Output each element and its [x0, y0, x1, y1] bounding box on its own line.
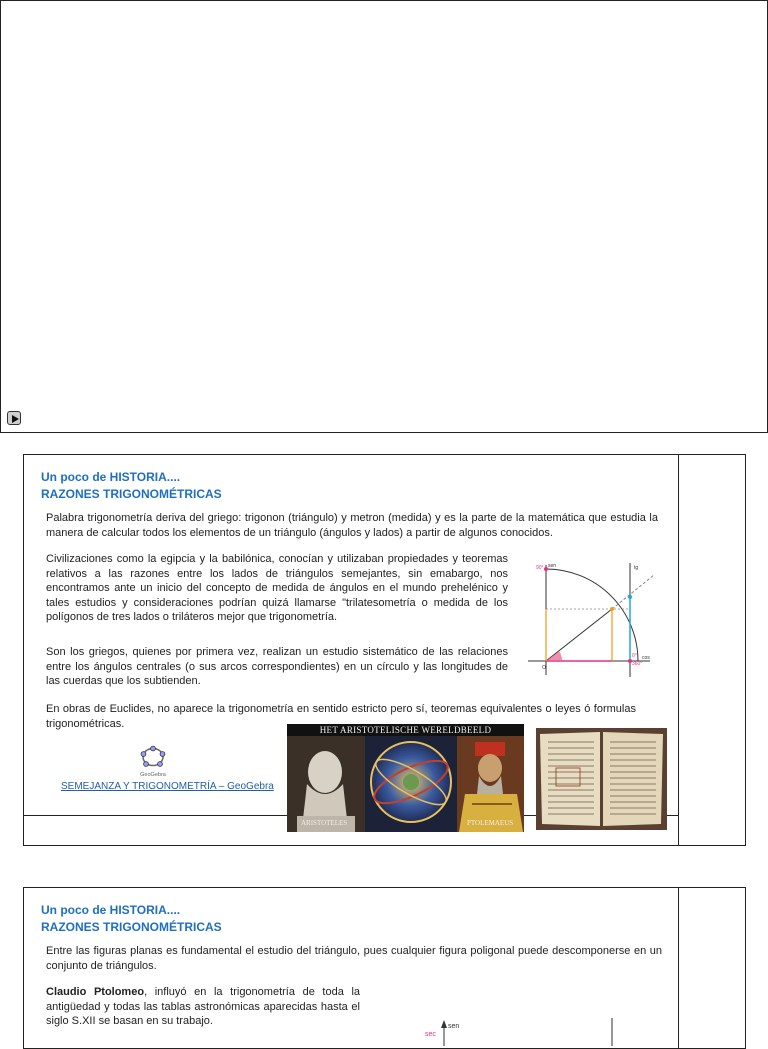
slide-1 — [23, 454, 746, 846]
label-90: 90° — [536, 565, 544, 571]
play-icon — [10, 414, 20, 424]
slide-2 — [23, 887, 746, 1049]
slide-subheading: RAZONES TRIGONOMÉTRICAS — [41, 920, 222, 934]
image-banner: HET ARISTOTELISCHE WERELDBEELD — [287, 724, 524, 736]
paragraph: Civilizaciones como la egipcia y la babilónica, conocían y utilizaban propiedades y teoremas relativos a las razones entre los lados de triángulos semejantes, sin emabargo, nos encontramos ante un inicio del concepto de medida de ángulos en el mundo prehelénico y tales estudios y consideraciones podrían quizá llamarse "trilatesometría o medida de los polígonos de tres lados o triláteros mejor que trigonometría. — [46, 553, 508, 623]
label-360: 360° — [632, 661, 643, 667]
slide-divider — [678, 455, 679, 845]
paragraph-ptolomeo — [46, 985, 360, 1029]
paragraph-text: , influyó en la trigonometría de toda la antigüedad y todas las tablas astronómicas aparecidas hasta el siglo S.XII se basan en su trabajo. — [46, 986, 361, 1027]
paragraph: Son los griegos, quienes por primera vez, realizan un estudio sistemático de las relaciones entre los ángulos centrales (o sus arcos correspondientes) en un círculo y las longitudes de las cuerdas que los subtienden. — [46, 646, 508, 687]
paragraph: Entre las figuras planas es fundamental el estudio del triángulo, pues cualquier figura poligonal puede descomponerse en un conjunto de triángulos. — [46, 945, 662, 972]
ptolomeo-name: Claudio Ptolomeo — [46, 986, 145, 998]
slide-subheading: RAZONES TRIGONOMÉTRICAS — [41, 487, 222, 501]
geogebra-logo — [138, 744, 168, 778]
manuscript-image — [536, 728, 667, 830]
label-sec: sec — [425, 1031, 436, 1038]
caption-ptolemaeus: PTOLEMAEUS — [467, 819, 514, 827]
slide-divider — [678, 888, 679, 1048]
label-origin: O — [542, 665, 546, 671]
geogebra-logo-text: GeoGebra — [140, 772, 166, 778]
label-cos: cos — [642, 655, 650, 661]
play-button[interactable] — [7, 411, 21, 425]
paragraph: Palabra trigonometría deriva del griego: trigonon (triángulo) y metron (medida) y es la parte de la matemática que estudia la manera de calcular todos los elementos de un triángulo (ángulos y lados) a partir de algunos conocidos. — [46, 512, 658, 539]
paragraph: En obras de Euclides, no aparece la trigonometría en sentido estricto pero sí, teoremas equivalentes o leyes ó formulas trigonométricas. — [46, 703, 636, 730]
label-sen: sen — [548, 563, 557, 569]
trig-diagram-partial — [422, 1006, 652, 1046]
aristotelian-worldview-image — [287, 724, 524, 832]
label-tg: tg — [634, 565, 639, 571]
embedded-viewer — [0, 0, 768, 433]
caption-aristoteles: ARISTOTELES — [301, 819, 348, 827]
label-0: 0° — [632, 653, 637, 659]
slide-heading: Un poco de HISTORIA.... — [41, 903, 181, 917]
label-sen: sen — [448, 1023, 460, 1030]
unit-circle-diagram — [526, 561, 656, 679]
slide-heading: Un poco de HISTORIA.... — [41, 470, 181, 484]
geogebra-link[interactable]: SEMEJANZA Y TRIGONOMETRÍA – GeoGebra — [61, 781, 274, 792]
